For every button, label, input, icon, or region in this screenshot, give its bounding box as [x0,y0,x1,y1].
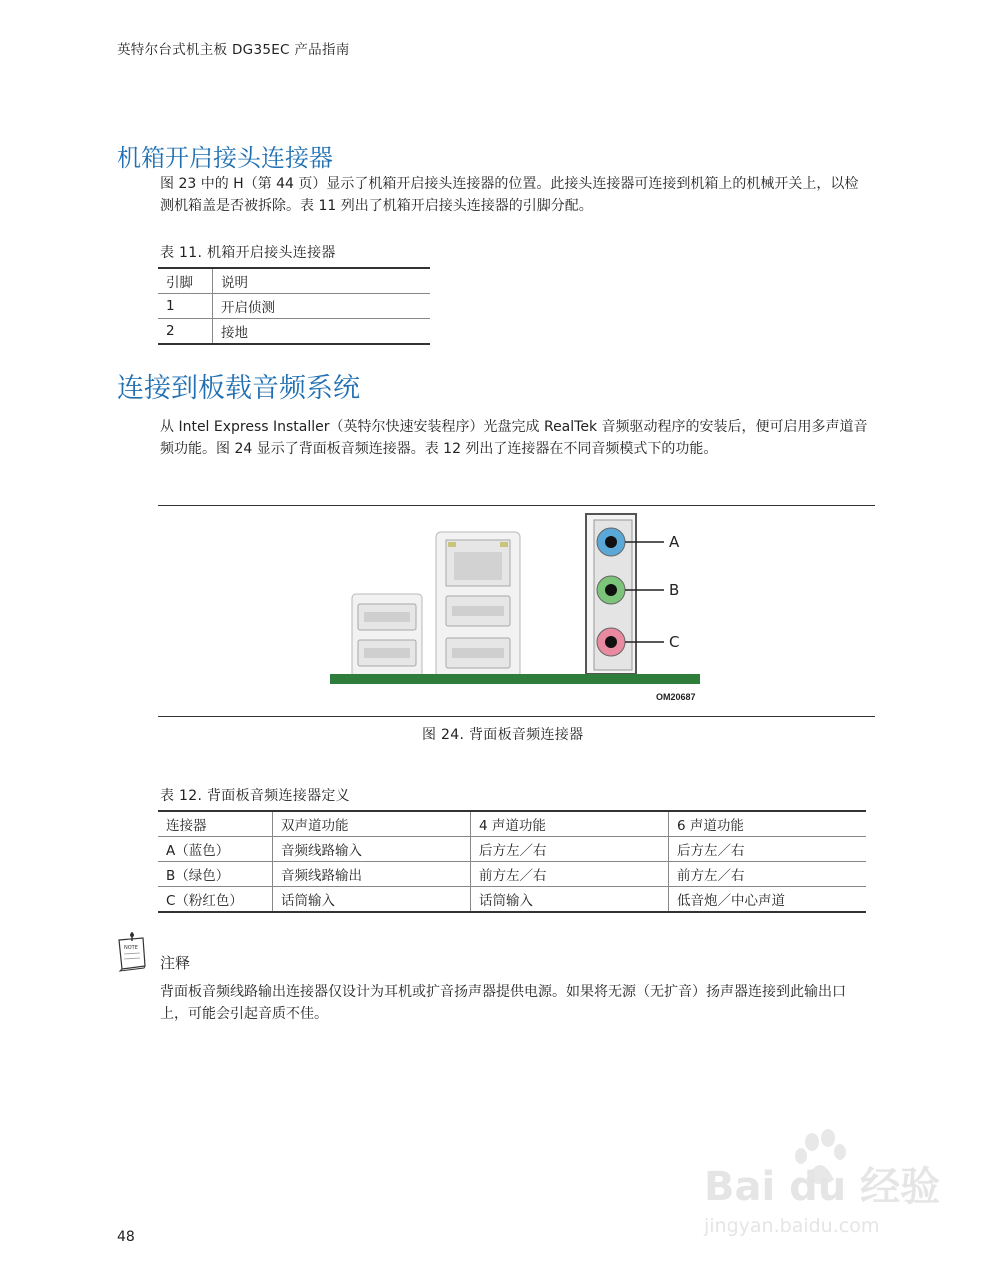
column-header-6ch: 6 声道功能 [669,811,867,837]
table-row [158,862,866,887]
svg-text:NOTE: NOTE [124,945,138,951]
column-header-description: 说明 [213,268,431,294]
section1-body: 图 23 中的 H（第 44 页）显示了机箱开启接头连接器的位置。此接头连接器可连接到机箱上的机械开关上，以检测机箱盖是否被拆除。表 11 列出了机箱开启接头连接器的引脚分配。 [160,176,859,214]
figure24-caption: 图 24. 背面板音频连接器 [422,727,584,743]
table-cell: 前方左／右 [669,862,867,887]
figure-top-rule [158,505,875,506]
table-chassis-intrusion [158,267,430,345]
table-cell: 接地 [213,319,431,345]
table-cell: B（绿色） [158,862,273,887]
watermark-url: jingyan.baidu.com [704,1215,880,1237]
column-header-connector: 连接器 [158,811,273,837]
figure-rear-panel-audio [330,512,700,710]
table11-caption: 表 11. 机箱开启接头连接器 [160,245,336,261]
section2-body: 从 Intel Express Installer（英特尔快速安装程序）光盘完成 RealTek 音频驱动程序的安装后，便可启用多声道音频功能。图 24 显示了背面板音频连接器。表 12 列出了连接器在不同音频模式下的功能。 [160,419,868,457]
section-title-chassis-intrusion: 机箱开启接头连接器 [117,144,333,172]
table-cell: 音频线路输入 [273,837,471,862]
watermark-brand: Bai du 经验 [704,1164,940,1210]
figure-label-b: B [669,581,680,599]
note-body: 背面板音频线路输出连接器仅设计为耳机或扩音扬声器提供电源。如果将无源（无扩音）扬声器连接到此输出口上，可能会引起音质不佳。 [160,984,846,1022]
table-cell: 开启侦测 [213,294,431,319]
table12-caption: 表 12. 背面板音频连接器定义 [160,788,350,804]
table-cell: 话筒输入 [471,887,669,913]
table-cell: 话筒输入 [273,887,471,913]
column-header-2ch: 双声道功能 [273,811,471,837]
section-title-onboard-audio: 连接到板载音频系统 [117,373,360,404]
usb-port-stack-illustration [352,594,422,678]
column-header-4ch: 4 声道功能 [471,811,669,837]
baidu-jingyan-watermark [700,1128,940,1248]
page-number: 48 [117,1229,135,1245]
column-header-pin: 引脚 [158,268,213,294]
table-header-row [158,268,430,294]
lan-usb-stack-illustration [436,532,520,678]
table-header-row [158,811,866,837]
figure-bottom-rule [158,716,875,717]
table-cell: 音频线路输出 [273,862,471,887]
table-cell: C（粉红色） [158,887,273,913]
note-icon [116,932,148,972]
figure-code: OM20687 [656,692,696,702]
table-cell: 前方左／右 [471,862,669,887]
figure-label-a: A [669,533,680,551]
table-row [158,319,430,345]
table-cell: A（蓝色） [158,837,273,862]
circuit-board [330,674,700,684]
running-header: 英特尔台式机主板 DG35EC 产品指南 [117,42,350,58]
table-cell: 后方左／右 [471,837,669,862]
note-title: 注释 [160,954,191,972]
figure-label-c: C [669,633,680,651]
table-row [158,837,866,862]
table-cell: 后方左／右 [669,837,867,862]
table-cell: 低音炮／中心声道 [669,887,867,913]
table-row [158,294,430,319]
table-audio-connectors [158,810,866,913]
table-row [158,887,866,913]
table-cell: 2 [158,319,213,345]
table-cell: 1 [158,294,213,319]
